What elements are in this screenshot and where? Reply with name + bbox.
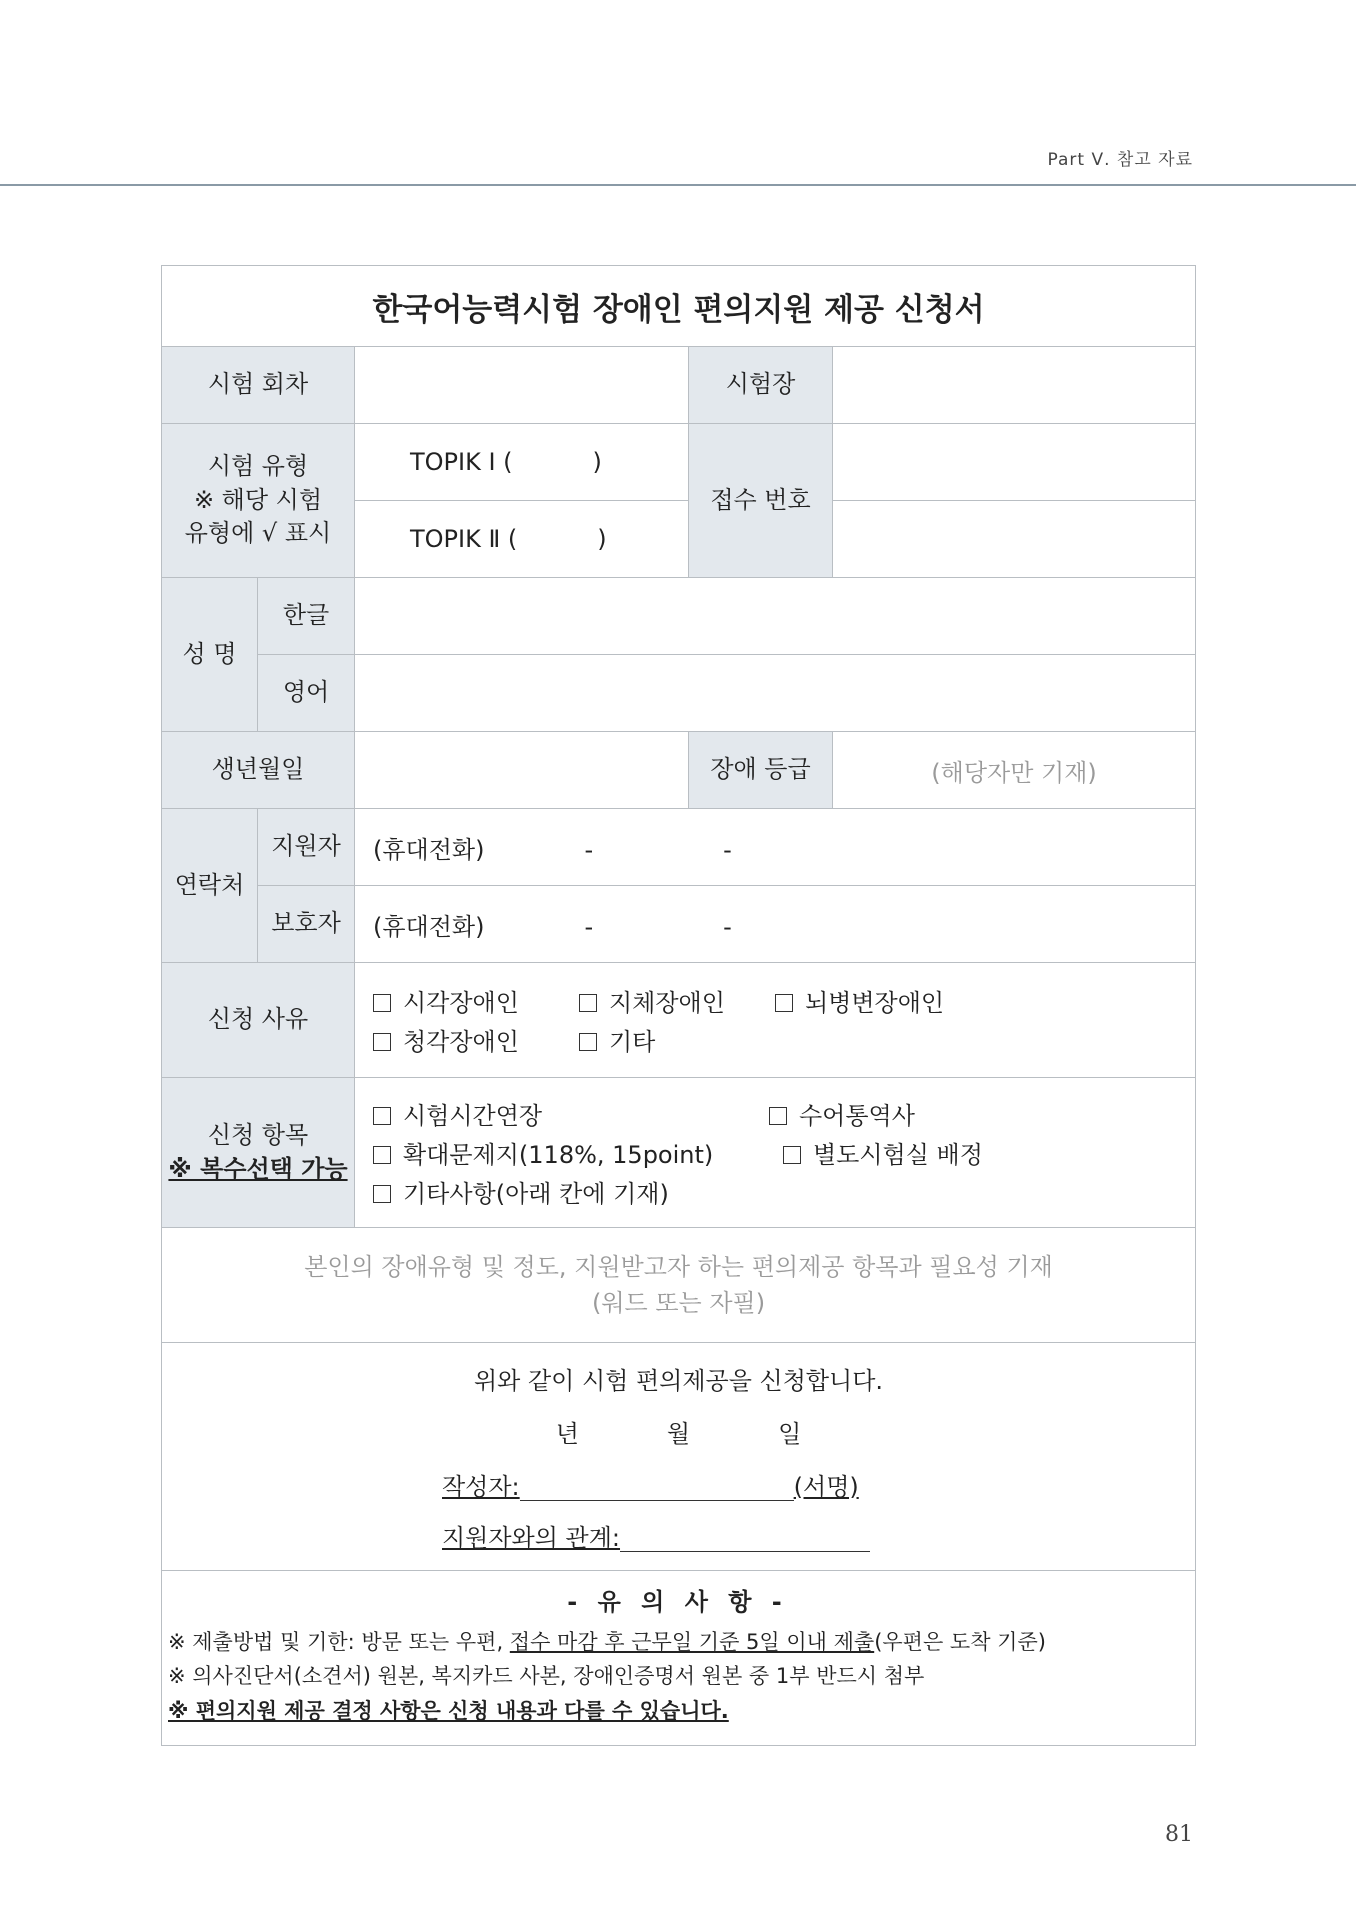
applicant-dash-2: - bbox=[723, 835, 732, 864]
guardian-mobile-label: (휴대전화) bbox=[373, 912, 485, 941]
item-option-label: 수어통역사 bbox=[799, 1102, 915, 1130]
item-option-separate-room[interactable] bbox=[783, 1135, 983, 1170]
reason-option-physical[interactable] bbox=[579, 983, 775, 1018]
items-options bbox=[355, 1078, 1196, 1228]
checkbox-icon bbox=[373, 1107, 391, 1125]
date-year-label[interactable]: 년 bbox=[555, 1419, 579, 1448]
note-submission-suffix: (우편은 도착 기준) bbox=[874, 1629, 1046, 1654]
writer-row bbox=[162, 1467, 1195, 1502]
disability-grade-label: 장애 등급 bbox=[689, 732, 833, 809]
checkbox-icon bbox=[783, 1146, 801, 1164]
signature-label: (서명) bbox=[793, 1472, 859, 1501]
note-documents: ※ 의사진단서(소견서) 원본, 복지카드 사본, 장애인증명서 원본 중 1부 반드시 첨부 bbox=[168, 1664, 925, 1689]
exam-site-field[interactable] bbox=[833, 347, 1196, 424]
reason-options bbox=[355, 963, 1196, 1078]
date-month-label[interactable]: 월 bbox=[666, 1419, 691, 1448]
exam-round-field[interactable] bbox=[355, 347, 689, 424]
guardian-dash-1: - bbox=[584, 912, 594, 941]
item-option-label: 확대문제지(118%, 15point) bbox=[403, 1141, 714, 1169]
reason-option-visual[interactable] bbox=[373, 983, 579, 1018]
note-submission-prefix: ※ 제출방법 및 기한: 방문 또는 우편, bbox=[168, 1629, 510, 1654]
relation-label: 지원자와의 관계: bbox=[442, 1523, 621, 1552]
detail-field[interactable] bbox=[162, 1228, 1196, 1343]
checkbox-icon bbox=[579, 994, 597, 1012]
checkbox-icon bbox=[775, 994, 793, 1012]
exam-type-label-line1: 시험 유형 bbox=[207, 452, 309, 481]
exam-type-label-line2: ※ 해당 시험 bbox=[193, 485, 323, 514]
topik2-option[interactable] bbox=[355, 501, 689, 578]
applicant-mobile-label: (휴대전화) bbox=[373, 835, 485, 864]
guardian-dash-2: - bbox=[723, 912, 732, 941]
name-english-label: 영어 bbox=[258, 655, 355, 732]
applicant-phone-field[interactable] bbox=[355, 809, 1196, 886]
name-korean-label: 한글 bbox=[258, 578, 355, 655]
birth-date-label: 생년월일 bbox=[162, 732, 355, 809]
checkbox-icon bbox=[373, 994, 391, 1012]
reason-option-hearing[interactable] bbox=[373, 1022, 579, 1057]
birth-date-field[interactable] bbox=[355, 732, 689, 809]
exam-type-label bbox=[162, 424, 355, 578]
note-submission-deadline: 접수 마감 후 근무일 기준 5일 이내 제출 bbox=[509, 1629, 875, 1654]
header-divider bbox=[0, 184, 1356, 186]
topik1-option[interactable] bbox=[355, 424, 689, 501]
form-title: 한국어능력시험 장애인 편의지원 제공 신청서 bbox=[162, 266, 1196, 347]
item-option-label: 별도시험실 배정 bbox=[813, 1141, 983, 1169]
checkbox-icon bbox=[579, 1033, 597, 1051]
application-form bbox=[161, 265, 1196, 1746]
page-number: 81 bbox=[1165, 1822, 1193, 1847]
reason-option-label: 지체장애인 bbox=[609, 989, 725, 1017]
reason-label: 신청 사유 bbox=[162, 963, 355, 1078]
receipt-number-label: 접수 번호 bbox=[689, 424, 833, 578]
relation-row bbox=[162, 1518, 1195, 1553]
detail-hint-line2: (워드 또는 자필) bbox=[591, 1289, 766, 1317]
items-label bbox=[162, 1078, 355, 1228]
note-submission bbox=[168, 1625, 1187, 1660]
disability-grade-field[interactable]: (해당자만 기재) bbox=[833, 732, 1196, 809]
date-row bbox=[162, 1414, 1195, 1449]
reason-option-brain[interactable] bbox=[775, 983, 944, 1018]
topik1-label: TOPIK Ⅰ ( bbox=[410, 448, 513, 476]
item-option-extended-time[interactable] bbox=[373, 1096, 769, 1131]
exam-type-label-line3: 유형에 √ 표시 bbox=[184, 519, 332, 548]
reason-option-other[interactable] bbox=[579, 1022, 655, 1057]
item-option-other[interactable] bbox=[373, 1174, 669, 1209]
reason-option-label: 청각장애인 bbox=[403, 1028, 519, 1056]
checkbox-icon bbox=[373, 1185, 391, 1203]
reason-option-label: 시각장애인 bbox=[403, 989, 519, 1017]
receipt-number-field-1[interactable] bbox=[833, 424, 1196, 501]
topik2-paren-close: ) bbox=[597, 525, 607, 553]
notes-section bbox=[162, 1571, 1196, 1746]
date-day-label[interactable]: 일 bbox=[778, 1419, 802, 1448]
declaration-text: 위와 같이 시험 편의제공을 신청합니다. bbox=[473, 1366, 884, 1395]
multi-select-note: ※ 복수선택 가능 bbox=[168, 1154, 348, 1183]
checkbox-icon bbox=[373, 1033, 391, 1051]
note-decision: ※ 편의지원 제공 결정 사항은 신청 내용과 다를 수 있습니다. bbox=[168, 1698, 729, 1723]
relation-field[interactable] bbox=[620, 1529, 870, 1552]
detail-hint-line1: 본인의 장애유형 및 정도, 지원받고자 하는 편의제공 항목과 필요성 기재 bbox=[304, 1253, 1053, 1281]
checkbox-icon bbox=[373, 1146, 391, 1164]
item-option-label: 기타사항(아래 칸에 기재) bbox=[403, 1180, 669, 1208]
exam-site-label: 시험장 bbox=[689, 347, 833, 424]
name-english-field[interactable] bbox=[355, 655, 1196, 732]
notes-title: - 유 의 사 항 - bbox=[567, 1588, 788, 1616]
reason-option-label: 기타 bbox=[609, 1028, 656, 1056]
reason-option-label: 뇌병변장애인 bbox=[805, 989, 945, 1017]
guardian-label: 보호자 bbox=[258, 886, 355, 963]
writer-signature-field[interactable] bbox=[520, 1478, 794, 1501]
applicant-label: 지원자 bbox=[258, 809, 355, 886]
guardian-phone-field[interactable] bbox=[355, 886, 1196, 963]
contact-label: 연락처 bbox=[162, 809, 258, 963]
declaration-section bbox=[162, 1343, 1196, 1571]
items-label-line1: 신청 항목 bbox=[207, 1120, 309, 1149]
section-header: Part Ⅴ. 참고 자료 bbox=[1047, 150, 1193, 170]
writer-label: 작성자: bbox=[442, 1472, 520, 1501]
exam-round-label: 시험 회차 bbox=[162, 347, 355, 424]
item-option-sign-interpreter[interactable] bbox=[769, 1096, 915, 1131]
item-option-enlarged-paper[interactable] bbox=[373, 1135, 783, 1170]
name-label: 성 명 bbox=[162, 578, 258, 732]
topik2-label: TOPIK Ⅱ ( bbox=[410, 525, 518, 553]
checkbox-icon bbox=[769, 1107, 787, 1125]
name-korean-field[interactable] bbox=[355, 578, 1196, 655]
item-option-label: 시험시간연장 bbox=[403, 1102, 543, 1130]
topik1-paren-close: ) bbox=[592, 448, 602, 476]
receipt-number-field-2[interactable] bbox=[833, 501, 1196, 578]
applicant-dash-1: - bbox=[584, 835, 594, 864]
